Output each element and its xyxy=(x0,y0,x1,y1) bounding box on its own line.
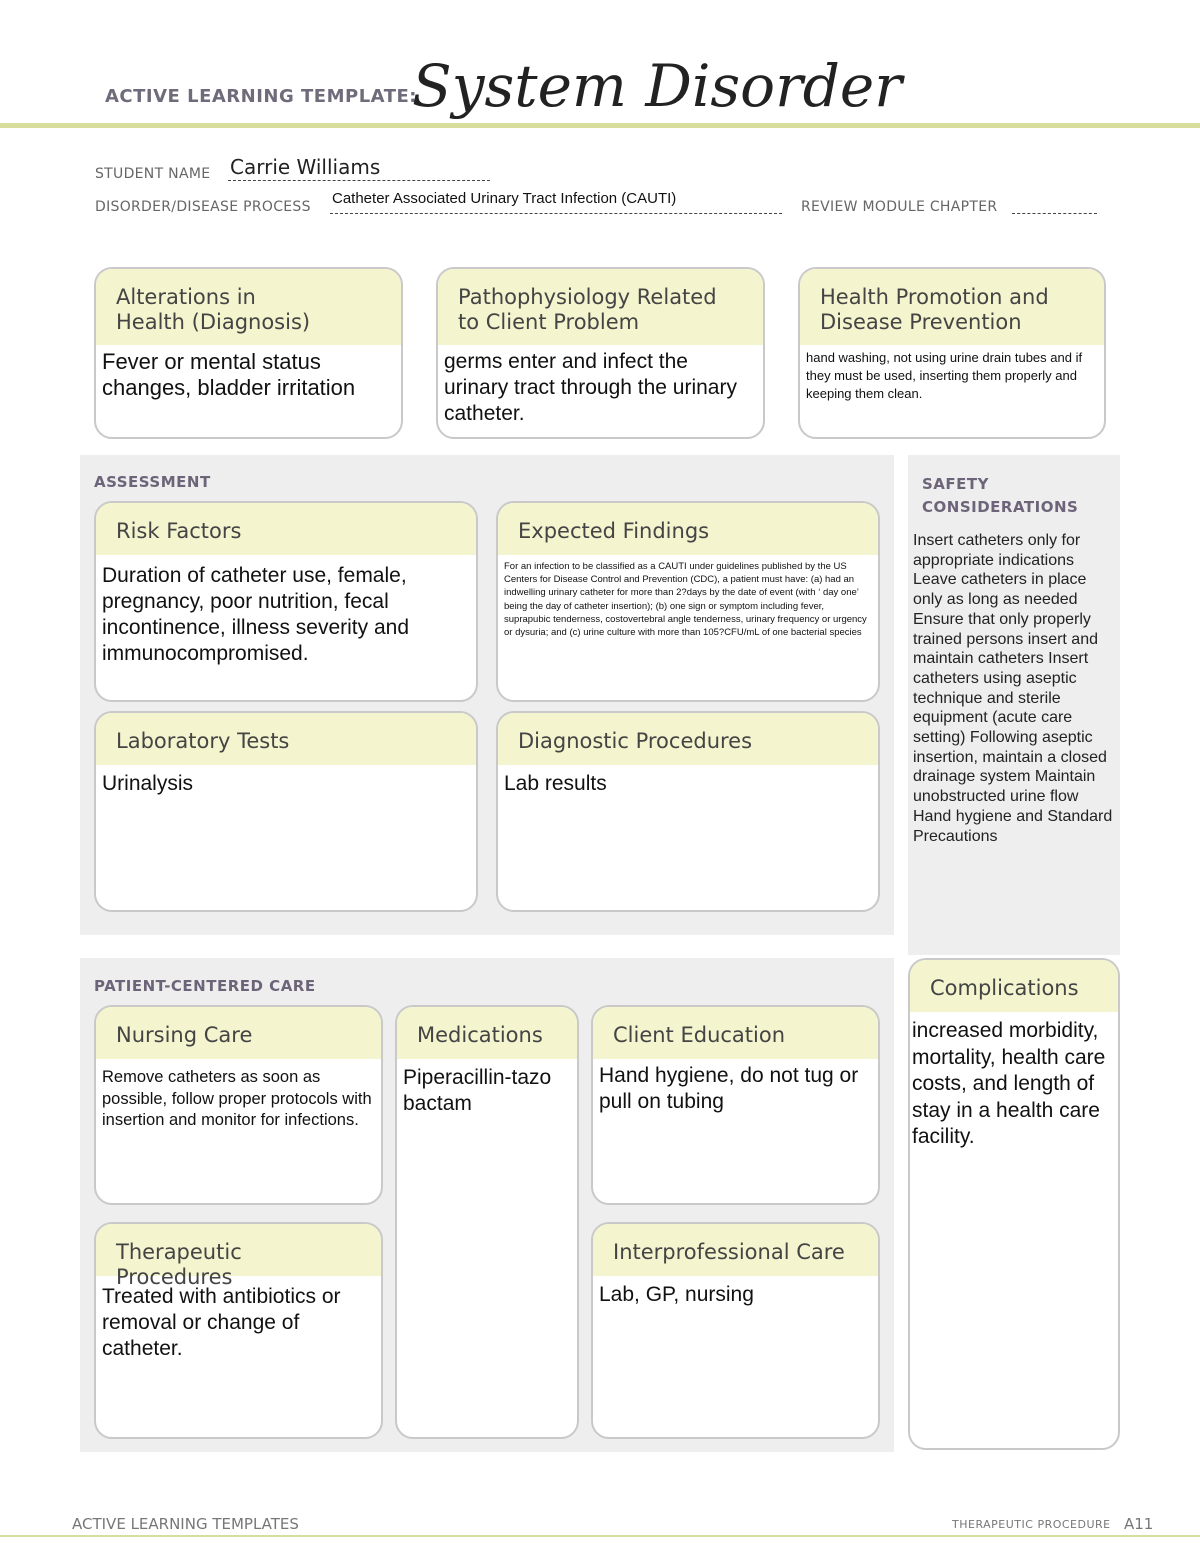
template-label: ACTIVE LEARNING TEMPLATE: xyxy=(105,86,417,107)
student-name-value: Carrie Williams xyxy=(230,155,381,179)
therapeutic-procedures-card xyxy=(94,1222,383,1439)
expected-findings-body: For an infection to be classified as a CAUTI under guidelines published by the US Centers for Disease Control and Prevention (CDC), a patient must have: (a) had an indwelling urinary catheter for more than 2?days by the date of event (with ‘ day one’ being the day of catheter insertion); (b) one sign or symptom including fever, suprapubic tenderness, costovertebral angle tenderness, urinary frequency or urgency or dysuria; and (c) urine culture with more than 105?CFU/mL of one bacterial species xyxy=(504,561,867,639)
review-module-line xyxy=(1012,193,1097,214)
health-promotion-body: hand washing, not using urine drain tubes and if they must be used, inserting them properly and keeping them clean. xyxy=(806,350,1083,401)
nursing-care-body: Remove catheters as soon as possible, follow proper protocols with insertion and monitor for infections. xyxy=(102,1068,372,1129)
interprofessional-care-body: Lab, GP, nursing xyxy=(599,1283,754,1306)
expected-findings-title: Expected Findings xyxy=(498,503,878,555)
assessment-label: ASSESSMENT xyxy=(94,473,211,491)
complications-card xyxy=(908,958,1120,1450)
safety-label xyxy=(922,473,1078,519)
risk-factors-card xyxy=(94,501,478,702)
diagnostic-procedures-title: Diagnostic Procedures xyxy=(498,713,878,765)
risk-factors-body: Duration of catheter use, female, pregnancy, poor nutrition, fecal incontinence, illness severity and immunocompromised. xyxy=(102,564,410,665)
footer-page-number: A11 xyxy=(1124,1515,1154,1533)
complications-title: Complications xyxy=(910,960,1118,1012)
disorder-value: Catheter Associated Urinary Tract Infection (CAUTI) xyxy=(332,190,677,207)
client-education-title: Client Education xyxy=(593,1007,878,1059)
medications-body: Piperacillin-tazo bactam xyxy=(403,1066,552,1115)
client-education-card xyxy=(591,1005,880,1205)
risk-factors-title: Risk Factors xyxy=(96,503,476,555)
interprofessional-care-card xyxy=(591,1222,880,1439)
page-title: System Disorder xyxy=(412,52,902,120)
therapeutic-procedures-title: Therapeutic Procedures xyxy=(96,1224,381,1276)
nursing-care-card xyxy=(94,1005,383,1205)
alterations-card xyxy=(94,267,403,439)
laboratory-tests-body: Urinalysis xyxy=(102,772,194,795)
footer-rule xyxy=(0,1535,1200,1537)
disorder-label: DISORDER/DISEASE PROCESS xyxy=(95,199,311,215)
footer-left: ACTIVE LEARNING TEMPLATES xyxy=(72,1515,299,1533)
diagnostic-procedures-body: Lab results xyxy=(504,772,607,795)
pathophysiology-title: Pathophysiology Related to Client Problem xyxy=(438,269,763,345)
safety-label-line-2: CONSIDERATIONS xyxy=(922,498,1079,516)
safety-label-line-1: SAFETY xyxy=(922,475,989,493)
patient-centered-care-label: PATIENT-CENTERED CARE xyxy=(94,977,316,995)
alterations-body: Fever or mental status changes, bladder irritation xyxy=(102,349,356,400)
header-rule xyxy=(0,123,1200,128)
expected-findings-card xyxy=(496,501,880,702)
therapeutic-procedures-body: Treated with antibiotics or removal or change of catheter. xyxy=(102,1285,341,1360)
alterations-title: Alterations in Health (Diagnosis) xyxy=(96,269,401,345)
footer-right: THERAPEUTIC PROCEDURE xyxy=(952,1518,1111,1531)
nursing-care-title: Nursing Care xyxy=(96,1007,381,1059)
pathophysiology-body: germs enter and infect the urinary tract through the urinary catheter. xyxy=(444,350,737,425)
complications-body: increased morbidity, mortality, health care costs, and length of stay in a health care facility. xyxy=(912,1019,1106,1148)
diagnostic-procedures-card xyxy=(496,711,880,912)
review-module-label: REVIEW MODULE CHAPTER xyxy=(801,199,998,215)
health-promotion-card xyxy=(798,267,1106,439)
safety-body: Insert catheters only for appropriate indications Leave catheters in place only as long as needed Ensure that only properly trained persons insert and maintain catheters Insert catheters using aseptic technique and sterile equipment (acute care setting) Following aseptic insertion, maintain a closed drainage system Maintain unobstructed urine flow Hand hygiene and Standard Precautions xyxy=(913,532,1113,845)
client-education-body: Hand hygiene, do not tug or pull on tubing xyxy=(599,1064,859,1113)
student-name-label: STUDENT NAME xyxy=(95,166,211,182)
medications-title: Medications xyxy=(397,1007,577,1059)
laboratory-tests-card xyxy=(94,711,478,912)
laboratory-tests-title: Laboratory Tests xyxy=(96,713,476,765)
interprofessional-care-title: Interprofessional Care xyxy=(593,1224,878,1276)
medications-card xyxy=(395,1005,579,1439)
health-promotion-title: Health Promotion and Disease Prevention xyxy=(800,269,1104,345)
pathophysiology-card xyxy=(436,267,765,439)
